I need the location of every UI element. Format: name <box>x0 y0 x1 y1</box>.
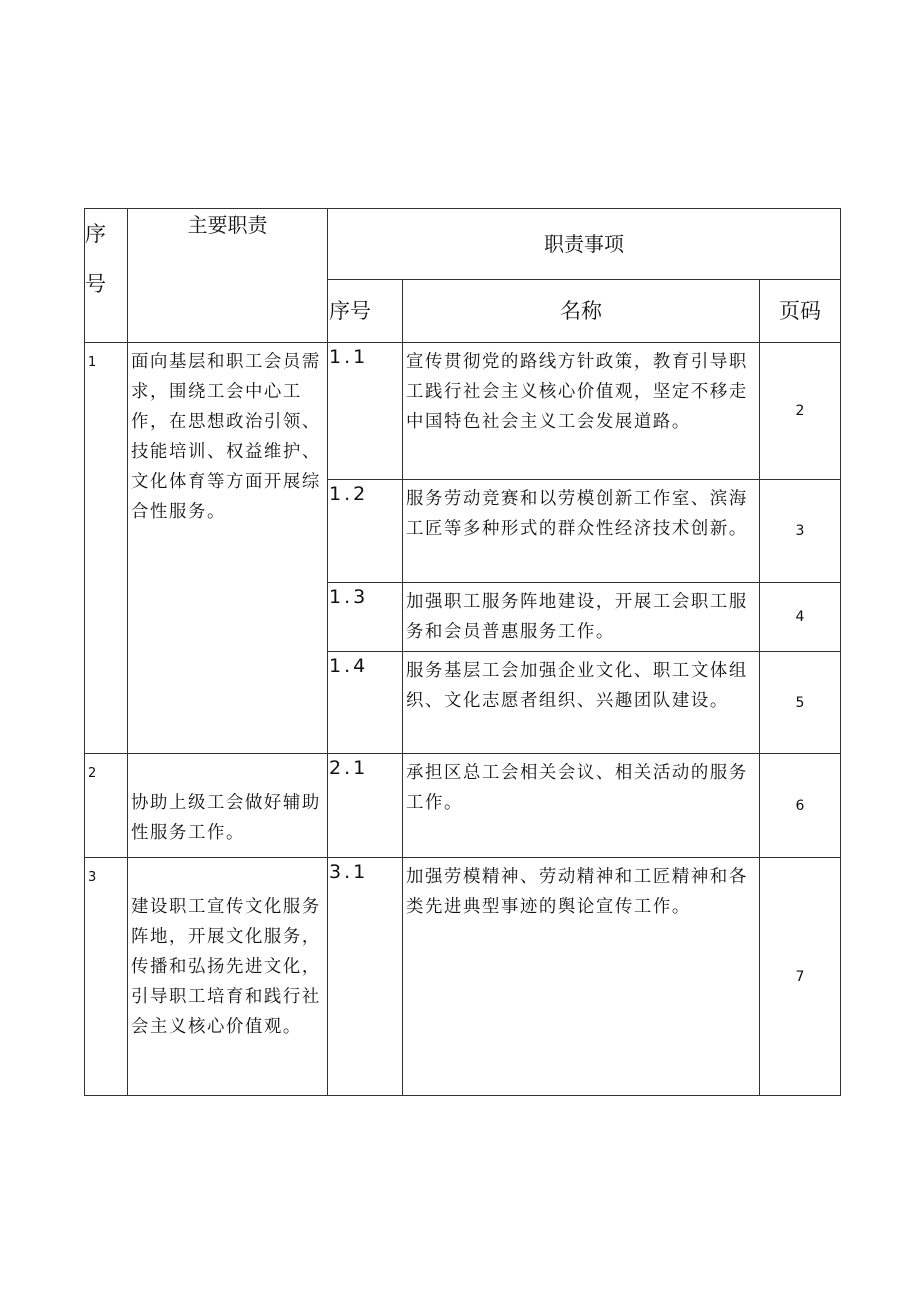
item-name: 加强劳模精神、劳动精神和工匠精神和各类先进典型事迹的舆论宣传工作。 <box>403 858 760 1096</box>
header-name-label: 名称 <box>560 299 602 323</box>
item-no: 1.1 <box>328 343 403 480</box>
header-sub-seq <box>328 280 403 343</box>
item-no: 1.4 <box>328 652 403 754</box>
group-main-duty-text: 建设职工宣传文化服务阵地，开展文化服务，传播和弘扬先进文化，引导职工培育和践行社会主义核心价值观。 <box>131 897 321 1037</box>
item-no: 3.1 <box>328 858 403 1096</box>
item-page: 7 <box>760 858 841 1096</box>
item-name: 宣传贯彻党的路线方针政策，教育引导职工践行社会主义核心价值观，坚定不移走中国特色社会主义工会发展道路。 <box>403 343 760 480</box>
item-page: 6 <box>760 754 841 858</box>
item-name: 加强职工服务阵地建设，开展工会职工服务和会员普惠服务工作。 <box>403 583 760 652</box>
header-duty-items-label: 职责事项 <box>544 232 624 256</box>
header-sub-seq-label: 序号 <box>329 299 371 323</box>
item-page: 2 <box>760 343 841 480</box>
header-duty-items <box>328 209 841 280</box>
item-no: 1.3 <box>328 583 403 652</box>
header-page-label: 页码 <box>779 299 821 323</box>
group-seq: 1 <box>85 343 128 754</box>
item-name: 服务基层工会加强企业文化、职工文体组织、文化志愿者组织、兴趣团队建设。 <box>403 652 760 754</box>
group-seq: 2 <box>85 754 128 858</box>
item-no: 1.2 <box>328 480 403 583</box>
table-row <box>85 858 841 1096</box>
item-page: 5 <box>760 652 841 754</box>
group-seq: 3 <box>85 858 128 1096</box>
header-page <box>760 280 841 343</box>
item-name: 承担区总工会相关会议、相关活动的服务工作。 <box>403 754 760 858</box>
table-row <box>85 343 841 480</box>
item-page: 3 <box>760 480 841 583</box>
item-no: 2.1 <box>328 754 403 858</box>
table-row <box>85 754 841 858</box>
group-main-duty <box>128 754 328 858</box>
spacer <box>131 862 325 892</box>
item-page: 4 <box>760 583 841 652</box>
item-name: 服务劳动竞赛和以劳模创新工作室、滨海工匠等多种形式的群众性经济技术创新。 <box>403 480 760 583</box>
spacer <box>131 758 325 788</box>
group-main-duty <box>128 858 328 1096</box>
header-seq-label: 序 号 <box>85 222 106 296</box>
header-main-duty <box>128 209 328 343</box>
header-seq <box>85 209 128 343</box>
group-main-duty-text: 协助上级工会做好辅助性服务工作。 <box>131 793 321 843</box>
header-name <box>403 280 760 343</box>
group-main-duty: 面向基层和职工会员需求，围绕工会中心工作，在思想政治引领、技能培训、权益维护、文化体育等方面开展综合性服务。 <box>128 343 328 754</box>
header-main-duty-label: 主要职责 <box>187 213 268 237</box>
duties-table <box>84 208 841 1096</box>
